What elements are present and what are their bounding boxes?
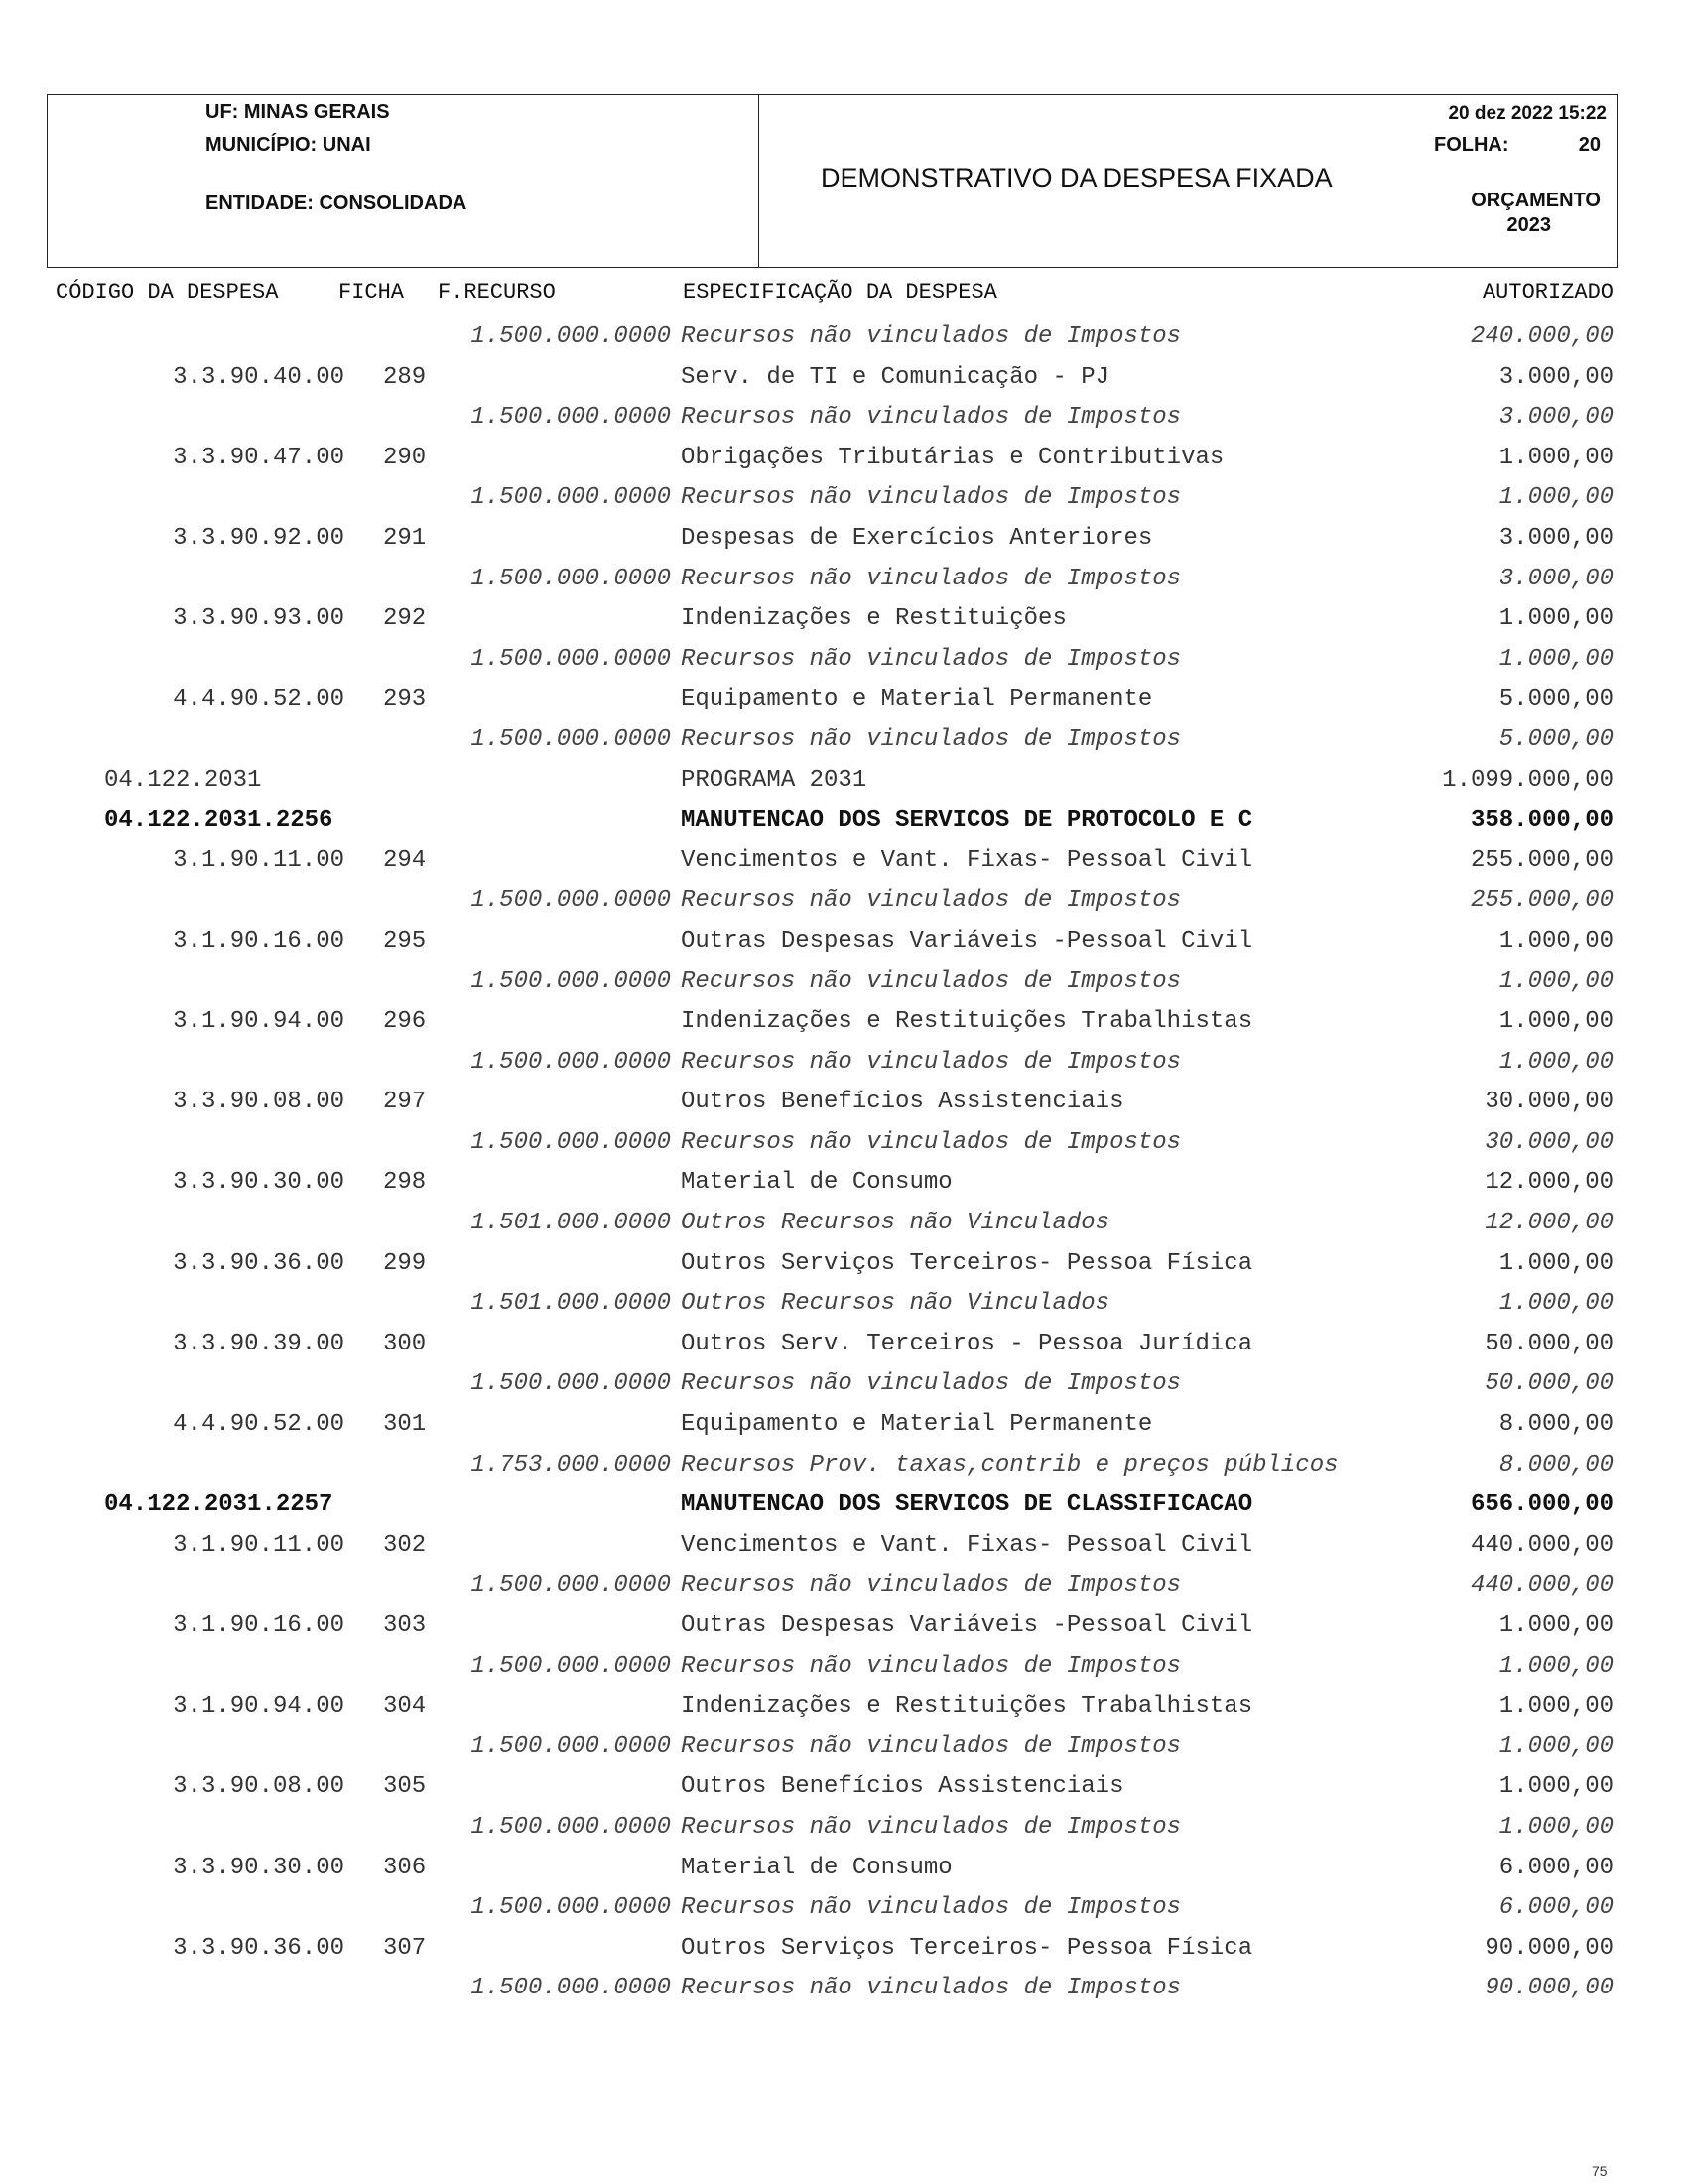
expense-specification: Indenizações e Restituições Trabalhistas — [681, 1008, 1253, 1036]
authorized-value: 1.000,00 — [1498, 1693, 1614, 1721]
table-row — [0, 1610, 1688, 1651]
table-row — [0, 362, 1688, 403]
authorized-value: 1.000,00 — [1498, 1612, 1614, 1639]
ficha-number: 302 — [383, 1531, 427, 1559]
col-frecurso: F.RECURSO — [438, 280, 556, 305]
expense-code: 3.3.90.36.00 — [173, 1934, 344, 1962]
authorized-value: 5.000,00 — [1498, 725, 1614, 753]
expense-code: 3.3.90.40.00 — [173, 363, 344, 391]
table-row — [0, 1732, 1688, 1772]
expense-code: 3.3.90.47.00 — [173, 444, 344, 471]
fonte-recurso: 1.500.000.0000 — [470, 323, 671, 350]
expense-specification: Vencimentos e Vant. Fixas- Pessoal Civil — [681, 846, 1253, 874]
expense-specification: Recursos não vinculados de Impostos — [681, 1128, 1182, 1156]
table-row — [0, 1368, 1688, 1409]
authorized-value: 8.000,00 — [1498, 1411, 1614, 1439]
expense-specification: Recursos não vinculados de Impostos — [681, 645, 1182, 673]
fonte-recurso: 1.500.000.0000 — [470, 725, 671, 753]
ficha-number: 300 — [383, 1330, 427, 1357]
fonte-recurso: 1.501.000.0000 — [470, 1290, 671, 1318]
authorized-value: 1.000,00 — [1498, 1733, 1614, 1760]
expense-specification: Recursos não vinculados de Impostos — [681, 967, 1182, 995]
ficha-number: 289 — [383, 363, 427, 391]
expense-specification: Material de Consumo — [681, 1854, 953, 1881]
expense-specification: Equipamento e Material Permanente — [681, 686, 1153, 713]
authorized-value: 1.000,00 — [1498, 967, 1614, 995]
expense-code: 3.3.90.08.00 — [173, 1089, 344, 1116]
authorized-value: 5.000,00 — [1498, 686, 1614, 713]
table-row — [0, 1853, 1688, 1893]
authorized-value: 6.000,00 — [1498, 1894, 1614, 1922]
expense-code: 3.3.90.92.00 — [173, 524, 344, 552]
authorized-value: 6.000,00 — [1498, 1854, 1614, 1881]
expense-code: 4.4.90.52.00 — [173, 1411, 344, 1439]
expense-code: 04.122.2031.2257 — [104, 1491, 333, 1519]
table-row — [0, 1329, 1688, 1369]
authorized-value: 240.000,00 — [1470, 323, 1614, 350]
authorized-value: 12.000,00 — [1485, 1169, 1614, 1197]
expense-code: 3.1.90.16.00 — [173, 927, 344, 955]
report-datetime: 20 dez 2022 15:22 — [1448, 103, 1607, 124]
ficha-number: 298 — [383, 1169, 427, 1197]
uf-label: UF: MINAS GERAIS — [205, 101, 390, 123]
table-row — [0, 443, 1688, 483]
table-row — [0, 1489, 1688, 1530]
expense-specification: Recursos não vinculados de Impostos — [681, 323, 1182, 350]
authorized-value: 255.000,00 — [1470, 887, 1614, 915]
expense-specification: Serv. de TI e Comunicação - PJ — [681, 363, 1110, 391]
ficha-number: 303 — [383, 1612, 427, 1639]
expense-specification: Recursos não vinculados de Impostos — [681, 1652, 1182, 1680]
table-row — [0, 1248, 1688, 1289]
authorized-value: 656.000,00 — [1470, 1491, 1614, 1519]
ficha-number: 293 — [383, 686, 427, 713]
folha-label: FOLHA: — [1434, 134, 1509, 156]
municipio-label: MUNICÍPIO: UNAI — [205, 134, 371, 156]
ficha-number: 292 — [383, 605, 427, 633]
table-row — [0, 1288, 1688, 1329]
fonte-recurso: 1.500.000.0000 — [470, 967, 671, 995]
ficha-number: 294 — [383, 846, 427, 874]
table-row — [0, 1087, 1688, 1127]
authorized-value: 1.000,00 — [1498, 1008, 1614, 1036]
expense-specification: PROGRAMA 2031 — [681, 766, 867, 794]
report-title: DEMONSTRATIVO DA DESPESA FIXADA — [821, 163, 1333, 193]
expense-specification: Outros Benefícios Assistenciais — [681, 1773, 1124, 1801]
expense-specification: Outros Serv. Terceiros - Pessoa Jurídica — [681, 1330, 1253, 1357]
entidade-label: ENTIDADE: CONSOLIDADA — [205, 193, 467, 214]
ficha-number: 307 — [383, 1934, 427, 1962]
authorized-value: 3.000,00 — [1498, 565, 1614, 592]
expense-code: 3.1.90.16.00 — [173, 1612, 344, 1639]
expense-specification: Recursos não vinculados de Impostos — [681, 1733, 1182, 1760]
expense-specification: MANUTENCAO DOS SERVICOS DE CLASSIFICACAO — [681, 1491, 1253, 1519]
expense-specification: Recursos não vinculados de Impostos — [681, 1048, 1182, 1076]
authorized-value: 1.000,00 — [1498, 484, 1614, 512]
expense-code: 04.122.2031 — [104, 766, 262, 794]
ficha-number: 299 — [383, 1249, 427, 1277]
fonte-recurso: 1.500.000.0000 — [470, 1733, 671, 1760]
ficha-number: 297 — [383, 1089, 427, 1116]
expense-code: 3.3.90.30.00 — [173, 1854, 344, 1881]
table-row — [0, 765, 1688, 806]
report-header — [47, 94, 1618, 268]
table-row — [0, 1409, 1688, 1450]
fonte-recurso: 1.500.000.0000 — [470, 887, 671, 915]
authorized-value: 50.000,00 — [1485, 1370, 1614, 1398]
expense-specification: Recursos não vinculados de Impostos — [681, 484, 1182, 512]
authorized-value: 255.000,00 — [1470, 846, 1614, 874]
authorized-value: 1.000,00 — [1498, 645, 1614, 673]
expense-specification: Recursos não vinculados de Impostos — [681, 1894, 1182, 1922]
table-row — [0, 1047, 1688, 1088]
table-row — [0, 523, 1688, 564]
authorized-value: 1.000,00 — [1498, 1652, 1614, 1680]
expense-specification: Recursos não vinculados de Impostos — [681, 404, 1182, 432]
fonte-recurso: 1.500.000.0000 — [470, 1370, 671, 1398]
expense-specification: Outros Recursos não Vinculados — [681, 1290, 1110, 1318]
fonte-recurso: 1.500.000.0000 — [470, 1894, 671, 1922]
table-row — [0, 805, 1688, 845]
expense-specification: Indenizações e Restituições Trabalhistas — [681, 1693, 1253, 1721]
authorized-value: 1.000,00 — [1498, 1773, 1614, 1801]
orcamento-label: ORÇAMENTO — [1471, 190, 1601, 211]
fonte-recurso: 1.500.000.0000 — [470, 1048, 671, 1076]
fonte-recurso: 1.500.000.0000 — [470, 404, 671, 432]
ficha-number: 304 — [383, 1693, 427, 1721]
col-autorizado: AUTORIZADO — [1482, 280, 1614, 305]
expense-code: 04.122.2031.2256 — [104, 807, 333, 835]
expense-specification: Recursos não vinculados de Impostos — [681, 1975, 1182, 2002]
ficha-number: 306 — [383, 1854, 427, 1881]
table-row — [0, 724, 1688, 765]
table-row — [0, 564, 1688, 604]
expense-specification: Recursos não vinculados de Impostos — [681, 1370, 1182, 1398]
table-row — [0, 684, 1688, 724]
fonte-recurso: 1.500.000.0000 — [470, 1572, 671, 1600]
table-row — [0, 1530, 1688, 1571]
expense-specification: MANUTENCAO DOS SERVICOS DE PROTOCOLO E C — [681, 807, 1253, 835]
folha-value: 20 — [1578, 134, 1601, 156]
expense-specification: Despesas de Exercícios Anteriores — [681, 524, 1153, 552]
expense-code: 3.1.90.11.00 — [173, 1531, 344, 1559]
table-row — [0, 1892, 1688, 1933]
expense-specification: Equipamento e Material Permanente — [681, 1411, 1153, 1439]
authorized-value: 1.099.000,00 — [1442, 766, 1614, 794]
expense-specification: Outras Despesas Variáveis -Pessoal Civil — [681, 927, 1253, 955]
expense-code: 3.3.90.36.00 — [173, 1249, 344, 1277]
page-number: 75 — [1592, 2163, 1608, 2179]
authorized-value: 1.000,00 — [1498, 927, 1614, 955]
table-row — [0, 321, 1688, 362]
authorized-value: 30.000,00 — [1485, 1128, 1614, 1156]
expense-specification: Recursos não vinculados de Impostos — [681, 887, 1182, 915]
fonte-recurso: 1.500.000.0000 — [470, 1813, 671, 1841]
table-row — [0, 1006, 1688, 1047]
table-row — [0, 1570, 1688, 1610]
expense-code: 3.1.90.94.00 — [173, 1693, 344, 1721]
expense-specification: Outros Serviços Terceiros- Pessoa Física — [681, 1934, 1253, 1962]
table-row — [0, 1651, 1688, 1692]
fonte-recurso: 1.500.000.0000 — [470, 1128, 671, 1156]
table-row — [0, 885, 1688, 926]
authorized-value: 90.000,00 — [1485, 1934, 1614, 1962]
expense-specification: Outros Recursos não Vinculados — [681, 1210, 1110, 1237]
expense-specification: Outros Benefícios Assistenciais — [681, 1089, 1124, 1116]
header-divider — [758, 95, 759, 267]
authorized-value: 30.000,00 — [1485, 1089, 1614, 1116]
col-codigo: CÓDIGO DA DESPESA — [56, 280, 279, 305]
expense-code: 3.1.90.11.00 — [173, 846, 344, 874]
table-row — [0, 1812, 1688, 1853]
authorized-value: 1.000,00 — [1498, 1249, 1614, 1277]
expense-specification: Recursos não vinculados de Impostos — [681, 725, 1182, 753]
authorized-value: 440.000,00 — [1470, 1572, 1614, 1600]
ficha-number: 301 — [383, 1411, 427, 1439]
expense-specification: Vencimentos e Vant. Fixas- Pessoal Civil — [681, 1531, 1253, 1559]
fonte-recurso: 1.753.000.0000 — [470, 1451, 671, 1478]
table-row — [0, 1167, 1688, 1208]
expense-code: 3.1.90.94.00 — [173, 1008, 344, 1036]
col-especificacao: ESPECIFICAÇÃO DA DESPESA — [683, 280, 997, 305]
authorized-value: 90.000,00 — [1485, 1975, 1614, 2002]
table-row — [0, 1691, 1688, 1732]
ficha-number: 305 — [383, 1773, 427, 1801]
expense-code: 3.3.90.93.00 — [173, 605, 344, 633]
authorized-value: 440.000,00 — [1470, 1531, 1614, 1559]
expense-specification: Obrigações Tributárias e Contributivas — [681, 444, 1225, 471]
expense-specification: Recursos não vinculados de Impostos — [681, 1813, 1182, 1841]
expense-specification: Outros Serviços Terceiros- Pessoa Física — [681, 1249, 1253, 1277]
ficha-number: 296 — [383, 1008, 427, 1036]
table-row — [0, 1933, 1688, 1974]
fonte-recurso: 1.500.000.0000 — [470, 645, 671, 673]
col-ficha: FICHA — [338, 280, 405, 305]
fonte-recurso: 1.500.000.0000 — [470, 1975, 671, 2002]
authorized-value: 3.000,00 — [1498, 363, 1614, 391]
authorized-value: 8.000,00 — [1498, 1451, 1614, 1478]
table-row — [0, 845, 1688, 886]
authorized-value: 1.000,00 — [1498, 444, 1614, 471]
fonte-recurso: 1.500.000.0000 — [470, 565, 671, 592]
fonte-recurso: 1.501.000.0000 — [470, 1210, 671, 1237]
expense-code: 3.3.90.39.00 — [173, 1330, 344, 1357]
ficha-number: 295 — [383, 927, 427, 955]
authorized-value: 3.000,00 — [1498, 524, 1614, 552]
expense-code: 3.3.90.30.00 — [173, 1169, 344, 1197]
table-row — [0, 1450, 1688, 1490]
expense-code: 4.4.90.52.00 — [173, 686, 344, 713]
expense-table — [0, 321, 1688, 2013]
table-row — [0, 482, 1688, 523]
table-row — [0, 603, 1688, 644]
authorized-value: 50.000,00 — [1485, 1330, 1614, 1357]
authorized-value: 1.000,00 — [1498, 1813, 1614, 1841]
table-row — [0, 1127, 1688, 1168]
expense-specification: Recursos não vinculados de Impostos — [681, 565, 1182, 592]
authorized-value: 12.000,00 — [1485, 1210, 1614, 1237]
table-row — [0, 1973, 1688, 2013]
authorized-value: 1.000,00 — [1498, 605, 1614, 633]
fonte-recurso: 1.500.000.0000 — [470, 1652, 671, 1680]
authorized-value: 358.000,00 — [1470, 807, 1614, 835]
expense-specification: Material de Consumo — [681, 1169, 953, 1197]
table-row — [0, 1208, 1688, 1248]
expense-specification: Outras Despesas Variáveis -Pessoal Civil — [681, 1612, 1253, 1639]
table-row — [0, 926, 1688, 966]
expense-specification: Indenizações e Restituições — [681, 605, 1067, 633]
expense-specification: Recursos não vinculados de Impostos — [681, 1572, 1182, 1600]
authorized-value: 1.000,00 — [1498, 1048, 1614, 1076]
orcamento-year: 2023 — [1506, 214, 1551, 236]
expense-specification: Recursos Prov. taxas,contrib e preços públicos — [681, 1451, 1339, 1478]
ficha-number: 291 — [383, 524, 427, 552]
ficha-number: 290 — [383, 444, 427, 471]
expense-code: 3.3.90.08.00 — [173, 1773, 344, 1801]
table-row — [0, 644, 1688, 685]
authorized-value: 1.000,00 — [1498, 1290, 1614, 1318]
table-row — [0, 402, 1688, 443]
authorized-value: 3.000,00 — [1498, 404, 1614, 432]
table-row — [0, 1771, 1688, 1812]
table-row — [0, 966, 1688, 1007]
fonte-recurso: 1.500.000.0000 — [470, 484, 671, 512]
